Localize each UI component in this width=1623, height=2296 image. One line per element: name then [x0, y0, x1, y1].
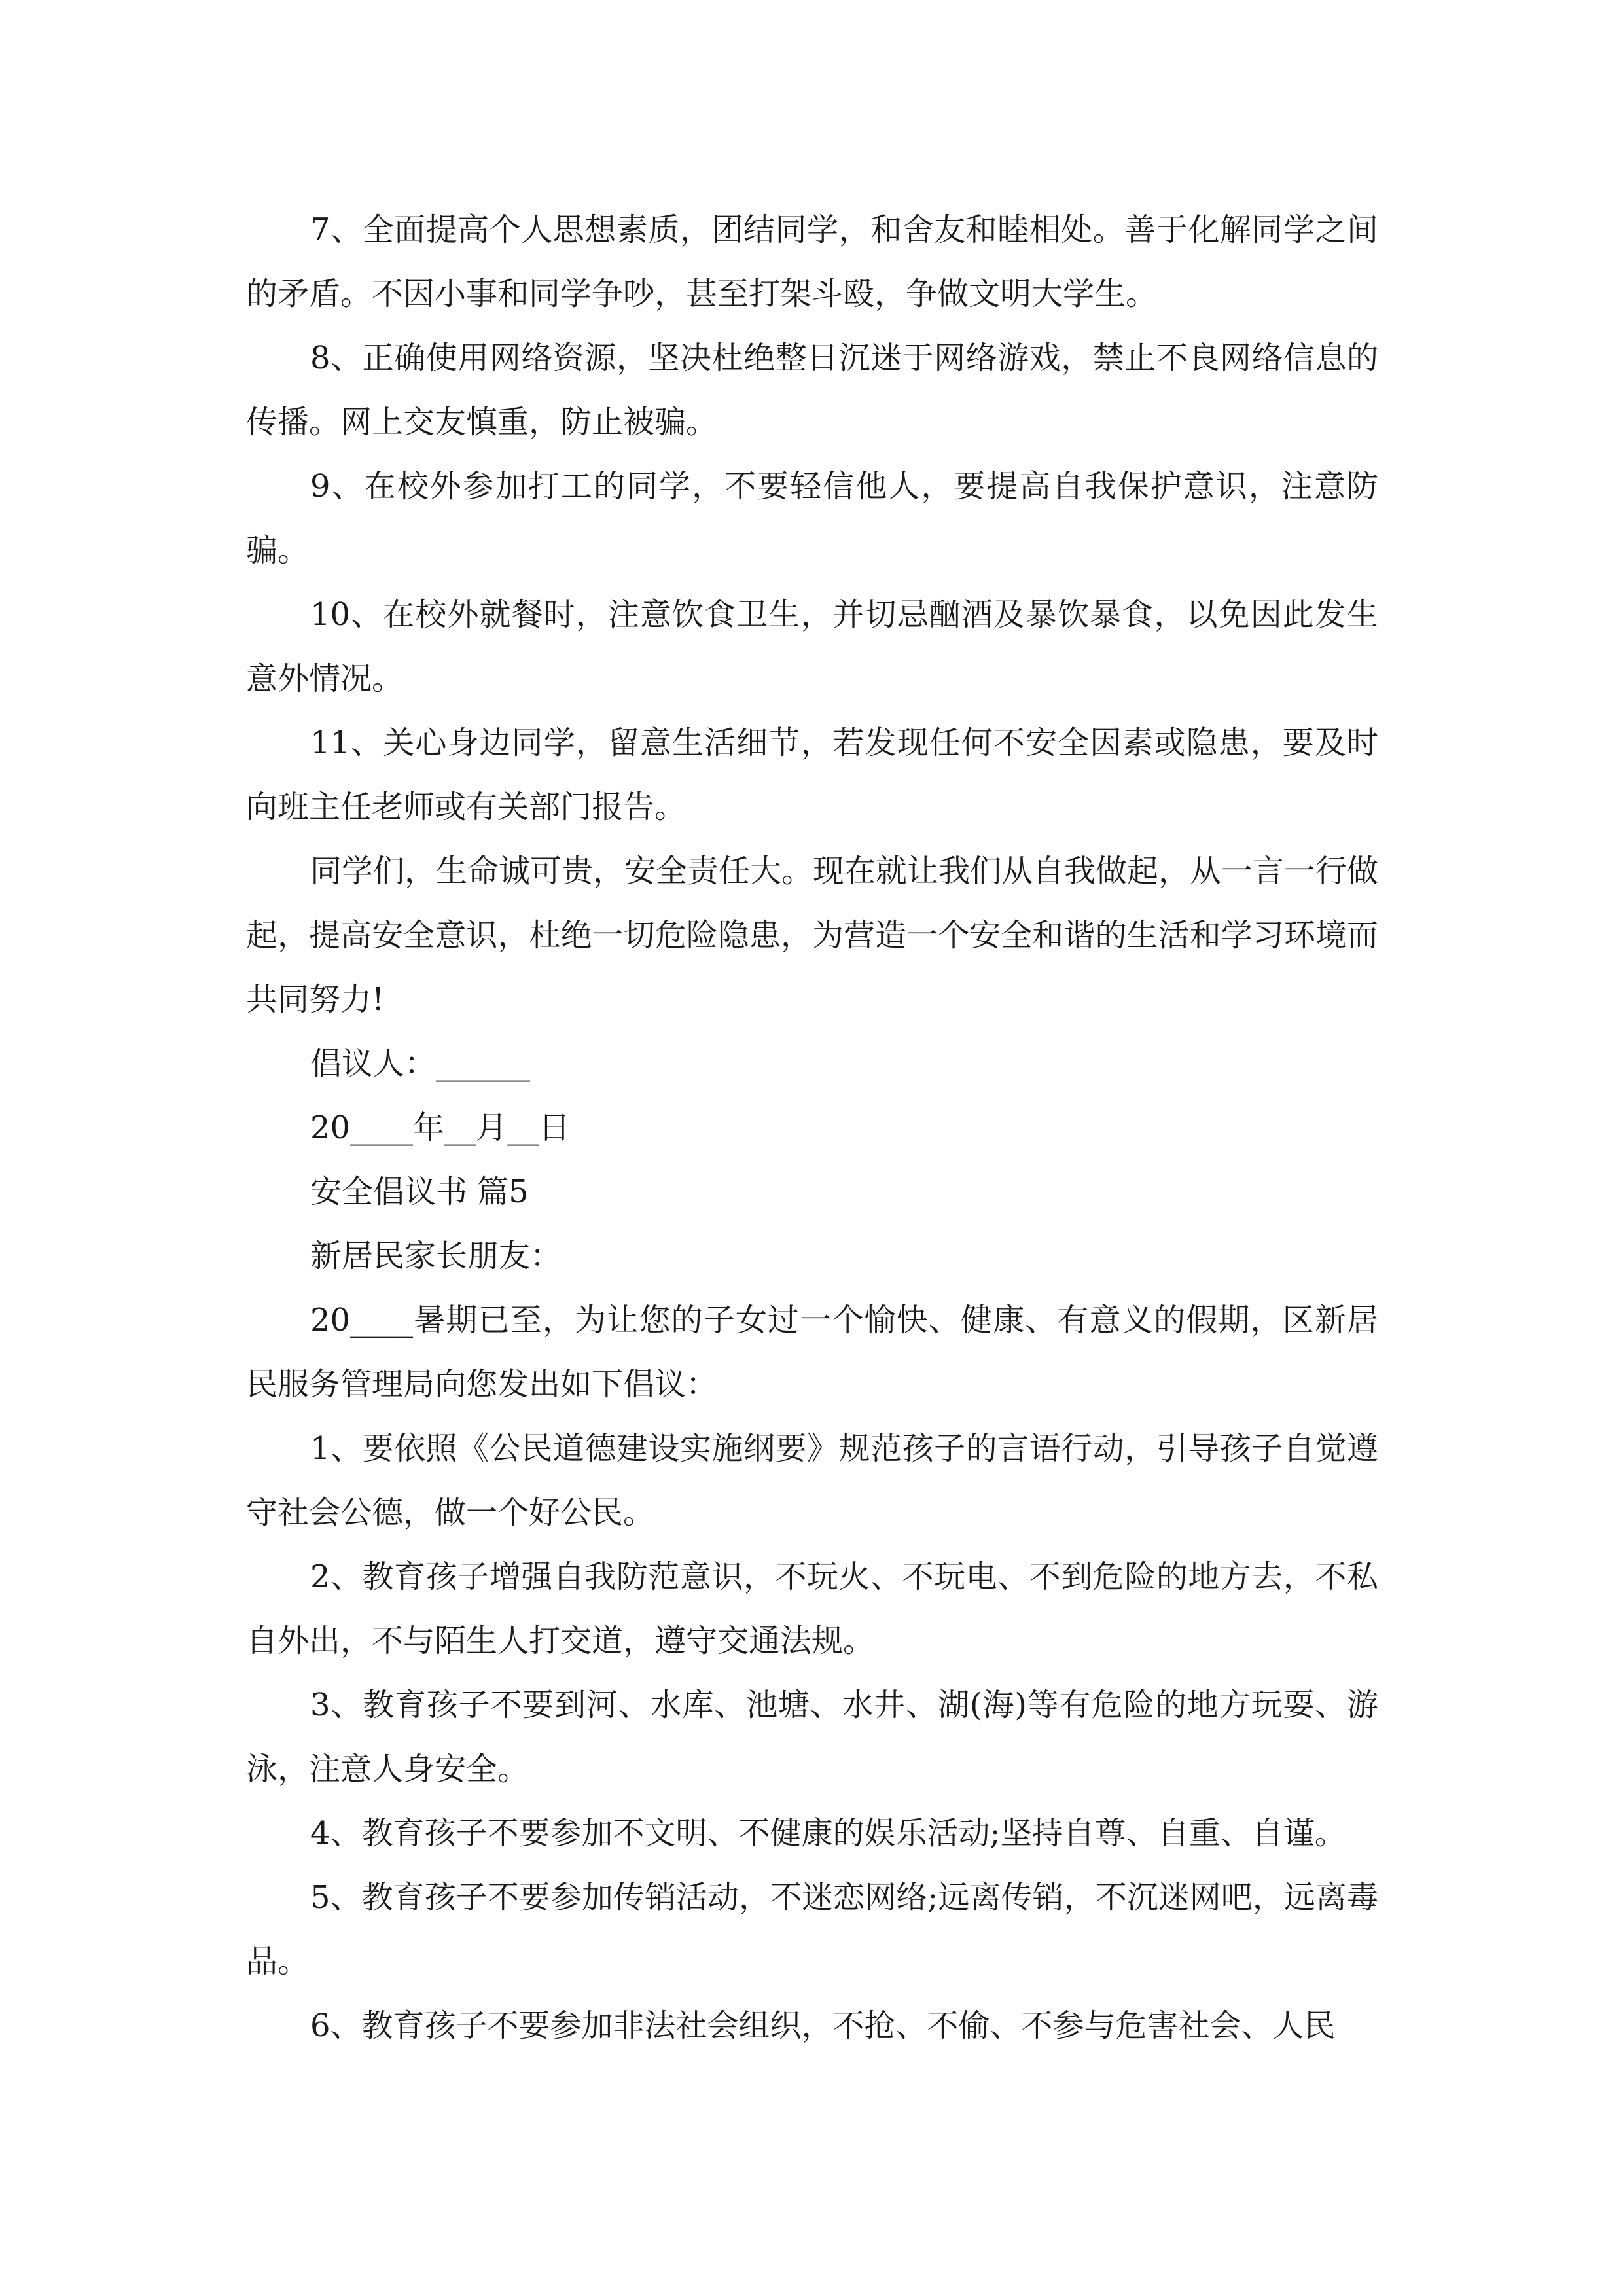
paragraph-item-10: 10、在校外就餐时，注意饮食卫生，并切忌酗酒及暴饮暴食，以免因此发生意外情况。: [246, 596, 1378, 697]
paragraph-item-8: 8、正确使用网络资源，坚决杜绝整日沉迷于网络游戏，禁止不良网络信息的传播。网上交友慎重，防止被骗。: [246, 340, 1378, 440]
list-item-3: 3、教育孩子不要到河、水库、池塘、水井、湖(海)等有危险的地方玩耍、游泳，注意人身安全。: [246, 1687, 1378, 1787]
list-item-4: 4、教育孩子不要参加不文明、不健康的娱乐活动;坚持自尊、自重、自谨。: [310, 1815, 1346, 1852]
signer-line: 倡议人：______: [310, 1045, 531, 1082]
list-item-1: 1、要依照《公民道德建设实施纲要》规范孩子的言语行动，引导孩子自觉遵守社会公德，做一个好公民。: [246, 1430, 1378, 1531]
list-item-5: 5、教育孩子不要参加传销活动，不迷恋网络;远离传销，不沉迷网吧，远离毒品。: [246, 1879, 1378, 1980]
intro-paragraph: 20____暑期已至，为让您的子女过一个愉快、健康、有意义的假期，区新居民服务管理局向您发出如下倡议：: [246, 1302, 1378, 1403]
section-title: 安全倡议书 篇5: [310, 1174, 529, 1210]
paragraph-item-11: 11、关心身边同学，留意生活细节，若发现任何不安全因素或隐患，要及时向班主任老师或有关部门报告。: [246, 725, 1378, 825]
list-item-2: 2、教育孩子增强自我防范意识，不玩火、不玩电、不到危险的地方去，不私自外出，不与陌生人打交道，遵守交通法规。: [246, 1558, 1378, 1659]
paragraph-item-7: 7、全面提高个人思想素质，团结同学，和舍友和睦相处。善于化解同学之间的矛盾。不因小事和同学争吵，甚至打架斗殴，争做文明大学生。: [246, 211, 1378, 312]
date-line: 20____年__月__日: [310, 1109, 571, 1146]
paragraph-item-9: 9、在校外参加打工的同学，不要轻信他人，要提高自我保护意识，注意防骗。: [246, 468, 1378, 569]
greeting: 新居民家长朋友：: [310, 1238, 562, 1274]
document-body: [246, 198, 1378, 2058]
closing-paragraph: 同学们，生命诚可贵，安全责任大。现在就让我们从自我做起，从一言一行做起，提高安全意识，杜绝一切危险隐患，为营造一个安全和谐的生活和学习环境而共同努力!: [246, 853, 1379, 1018]
list-item-6: 6、教育孩子不要参加非法社会组织，不抢、不偷、不参与危害社会、人民: [310, 2007, 1336, 2044]
